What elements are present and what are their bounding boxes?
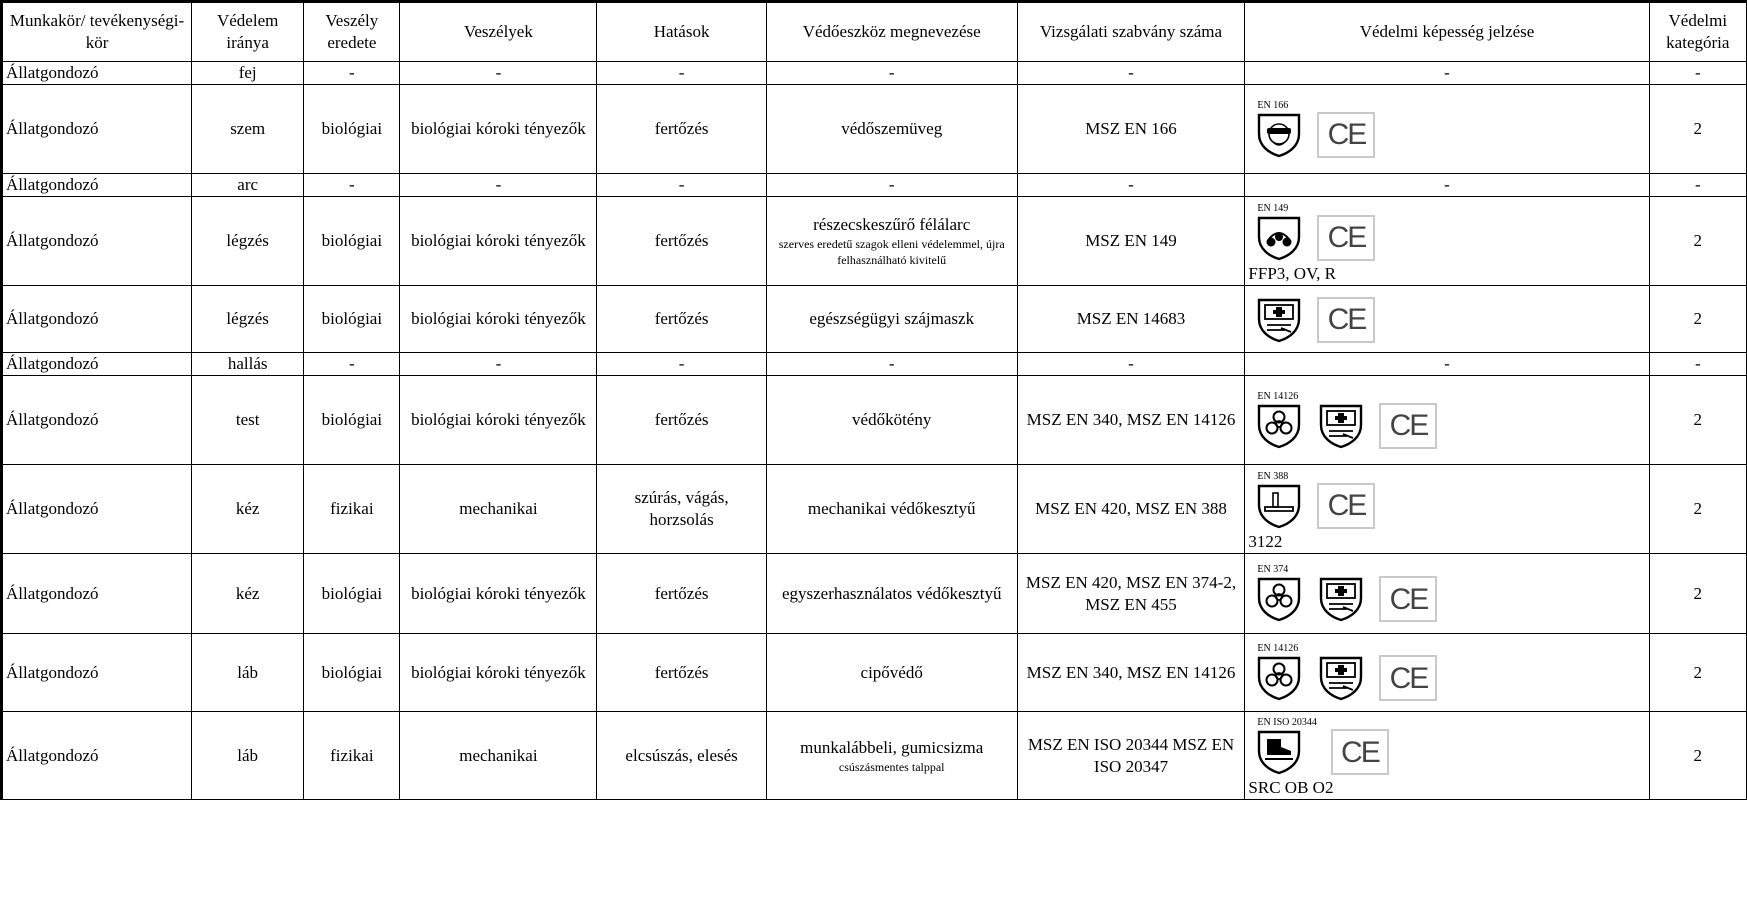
cell-direction: kéz (192, 554, 304, 634)
cell-equipment (766, 634, 1017, 712)
table-row (2, 197, 1747, 286)
cell-capability (1245, 465, 1649, 554)
cell-category: 2 (1649, 712, 1746, 800)
cell-effect: fertőzés (597, 286, 766, 353)
cell-effect: fertőzés (597, 85, 766, 174)
cell-direction: hallás (192, 353, 304, 376)
table-row (2, 62, 1747, 85)
standard-label: EN 388 (1257, 470, 1289, 482)
table-row (2, 286, 1747, 353)
cell-capability (1245, 376, 1649, 465)
cell-hazard: biológiai kóroki tényezők (400, 197, 597, 286)
cell-origin: - (304, 353, 400, 376)
cell-job: Állatgondozó (2, 62, 192, 85)
cell-job: Állatgondozó (2, 712, 192, 800)
capability-note: 3122 (1248, 532, 1283, 552)
cell-capability (1245, 197, 1649, 286)
equipment-name: munkalábbeli, gumicsizma (800, 737, 984, 757)
equipment-name: védőkötény (852, 410, 932, 430)
header-origin: Veszély eredete (304, 2, 400, 62)
cell-equipment (766, 286, 1017, 353)
cell-effect: - (597, 62, 766, 85)
cell-capability (1245, 712, 1649, 800)
cell-origin: biológiai (304, 286, 400, 353)
cell-job: Állatgondozó (2, 197, 192, 286)
capability-icons (1255, 718, 1644, 775)
cell-job: Állatgondozó (2, 465, 192, 554)
cell-category: 2 (1649, 85, 1746, 174)
cell-standard: MSZ EN 340, MSZ EN 14126 (1017, 376, 1245, 465)
cell-origin: biológiai (304, 197, 400, 286)
table-row (2, 554, 1747, 634)
header-standard: Vizsgálati szabvány száma (1017, 2, 1245, 62)
cell-job: Állatgondozó (2, 286, 192, 353)
medical-icon (1255, 296, 1303, 343)
equipment-name: védőszemüveg (841, 119, 943, 139)
capability-icons (1255, 644, 1644, 701)
cell-job: Állatgondozó (2, 376, 192, 465)
header-direction: Védelem iránya (192, 2, 304, 62)
capability-icons (1255, 472, 1644, 529)
header-capability: Védelmi képesség jelzése (1245, 2, 1649, 62)
ce-mark-icon: CE (1379, 576, 1437, 622)
biohazard-icon (1255, 392, 1303, 449)
cell-category: 2 (1649, 286, 1746, 353)
cell-capability: - (1245, 174, 1649, 197)
cell-hazard: biológiai kóroki tényezők (400, 286, 597, 353)
cell-standard: - (1017, 174, 1245, 197)
ce-mark-icon: CE (1379, 403, 1437, 449)
table-row (2, 174, 1747, 197)
respirator-icon (1255, 204, 1303, 261)
cell-effect: fertőzés (597, 554, 766, 634)
medical-icon (1317, 403, 1365, 449)
cell-equipment (766, 62, 1017, 85)
cell-capability (1245, 286, 1649, 353)
cell-hazard: - (400, 353, 597, 376)
cell-direction: kéz (192, 465, 304, 554)
ce-mark-icon: CE (1317, 297, 1375, 343)
capability-icons (1255, 392, 1644, 449)
capability-icons (1255, 204, 1644, 261)
cell-effect: szúrás, vágás, horzsolás (597, 465, 766, 554)
cell-equipment (766, 376, 1017, 465)
cell-hazard: mechanikai (400, 712, 597, 800)
cell-effect: fertőzés (597, 634, 766, 712)
cell-hazard: biológiai kóroki tényezők (400, 85, 597, 174)
cell-origin: biológiai (304, 634, 400, 712)
medical-icon (1317, 576, 1365, 622)
cell-standard: MSZ EN ISO 20344 MSZ EN ISO 20347 (1017, 712, 1245, 800)
cell-job: Állatgondozó (2, 554, 192, 634)
table-row (2, 712, 1747, 800)
cell-effect: elcsúszás, elesés (597, 712, 766, 800)
table-row (2, 465, 1747, 554)
capability-note: SRC OB O2 (1248, 778, 1334, 798)
equipment-name: egészségügyi szájmaszk (809, 309, 975, 329)
cell-capability: - (1245, 353, 1649, 376)
ce-mark-icon: CE (1317, 112, 1375, 158)
header-job: Munkakör/ tevékenységi-kör (2, 2, 192, 62)
cell-category: 2 (1649, 197, 1746, 286)
cell-category: 2 (1649, 376, 1746, 465)
cell-direction: arc (192, 174, 304, 197)
cell-effect: fertőzés (597, 376, 766, 465)
cell-origin: fizikai (304, 712, 400, 800)
cell-category: 2 (1649, 554, 1746, 634)
cell-hazard: biológiai kóroki tényezők (400, 634, 597, 712)
cell-direction: szem (192, 85, 304, 174)
cell-hazard: biológiai kóroki tényezők (400, 376, 597, 465)
equipment-note: szerves eredetű szagok elleni védelemmel, újra felhasználható kivitelű (778, 237, 1005, 268)
cell-origin: biológiai (304, 554, 400, 634)
cell-category: - (1649, 353, 1746, 376)
header-category: Védelmi kategória (1649, 2, 1746, 62)
standard-label: EN 166 (1257, 99, 1289, 111)
equipment-name: - (888, 175, 895, 195)
cell-equipment (766, 554, 1017, 634)
header-hazards: Veszélyek (400, 2, 597, 62)
capability-icons (1255, 296, 1644, 343)
ce-mark-icon: CE (1379, 655, 1437, 701)
goggles-icon (1255, 101, 1303, 158)
cell-hazard: - (400, 174, 597, 197)
cell-job: Állatgondozó (2, 353, 192, 376)
table-row (2, 376, 1747, 465)
ce-mark-icon: CE (1317, 483, 1375, 529)
cell-standard: MSZ EN 420, MSZ EN 388 (1017, 465, 1245, 554)
cell-direction: légzés (192, 286, 304, 353)
cell-hazard: biológiai kóroki tényezők (400, 554, 597, 634)
header-effects: Hatások (597, 2, 766, 62)
cell-category: 2 (1649, 634, 1746, 712)
cell-origin: biológiai (304, 376, 400, 465)
cell-equipment (766, 712, 1017, 800)
cell-direction: test (192, 376, 304, 465)
equipment-name: cipővédő (860, 662, 923, 682)
standard-label: EN 14126 (1257, 390, 1299, 402)
cell-effect: fertőzés (597, 197, 766, 286)
cell-job: Állatgondozó (2, 174, 192, 197)
header-row (2, 2, 1747, 62)
capability-icons (1255, 565, 1644, 622)
table-row (2, 353, 1747, 376)
cell-standard: MSZ EN 166 (1017, 85, 1245, 174)
ce-mark-icon: CE (1331, 729, 1389, 775)
cell-standard: - (1017, 62, 1245, 85)
equipment-name: - (888, 354, 895, 374)
cell-standard: MSZ EN 340, MSZ EN 14126 (1017, 634, 1245, 712)
cell-category: 2 (1649, 465, 1746, 554)
medical-icon (1317, 655, 1365, 701)
cell-equipment (766, 174, 1017, 197)
cell-capability (1245, 554, 1649, 634)
cell-standard: MSZ EN 149 (1017, 197, 1245, 286)
equipment-name: - (888, 63, 895, 82)
equipment-name: mechanikai védőkesztyű (807, 499, 976, 519)
cell-capability (1245, 85, 1649, 174)
cell-standard: MSZ EN 420, MSZ EN 374-2, MSZ EN 455 (1017, 554, 1245, 634)
table-row (2, 634, 1747, 712)
cell-direction: láb (192, 634, 304, 712)
cell-origin: fizikai (304, 465, 400, 554)
cell-capability (1245, 634, 1649, 712)
cell-category: - (1649, 62, 1746, 85)
cell-standard: MSZ EN 14683 (1017, 286, 1245, 353)
cell-origin: biológiai (304, 85, 400, 174)
capability-icons (1255, 101, 1644, 158)
cell-effect: - (597, 174, 766, 197)
ce-mark-icon: CE (1317, 215, 1375, 261)
biohazard-icon (1255, 644, 1303, 701)
cell-origin: - (304, 62, 400, 85)
table-row (2, 85, 1747, 174)
cell-equipment (766, 85, 1017, 174)
cell-direction: légzés (192, 197, 304, 286)
biohazard-icon (1255, 565, 1303, 622)
equipment-name: egyszerhasználatos védőkesztyű (781, 583, 1002, 603)
equipment-note: csúszásmentes talppal (838, 759, 945, 774)
capability-note: FFP3, OV, R (1248, 264, 1336, 284)
cell-direction: fej (192, 62, 304, 85)
cell-origin: - (304, 174, 400, 197)
cell-job: Állatgondozó (2, 634, 192, 712)
cell-job: Állatgondozó (2, 85, 192, 174)
header-equipment: Védőeszköz megnevezése (766, 2, 1017, 62)
hammer-icon (1255, 472, 1303, 529)
standard-label: EN 374 (1257, 564, 1289, 576)
cell-hazard: mechanikai (400, 465, 597, 554)
standard-label: EN 149 (1257, 202, 1289, 214)
standard-label: EN ISO 20344 (1257, 717, 1317, 729)
cell-direction: láb (192, 712, 304, 800)
cell-capability: - (1245, 62, 1649, 85)
cell-effect: - (597, 353, 766, 376)
standard-label: EN 14126 (1257, 643, 1299, 655)
cell-category: - (1649, 174, 1746, 197)
cell-equipment (766, 465, 1017, 554)
boot-icon (1255, 718, 1316, 775)
cell-equipment (766, 353, 1017, 376)
cell-equipment (766, 197, 1017, 286)
equipment-name: részecskeszűrő félálarc (813, 214, 971, 234)
cell-standard: - (1017, 353, 1245, 376)
cell-hazard: - (400, 62, 597, 85)
